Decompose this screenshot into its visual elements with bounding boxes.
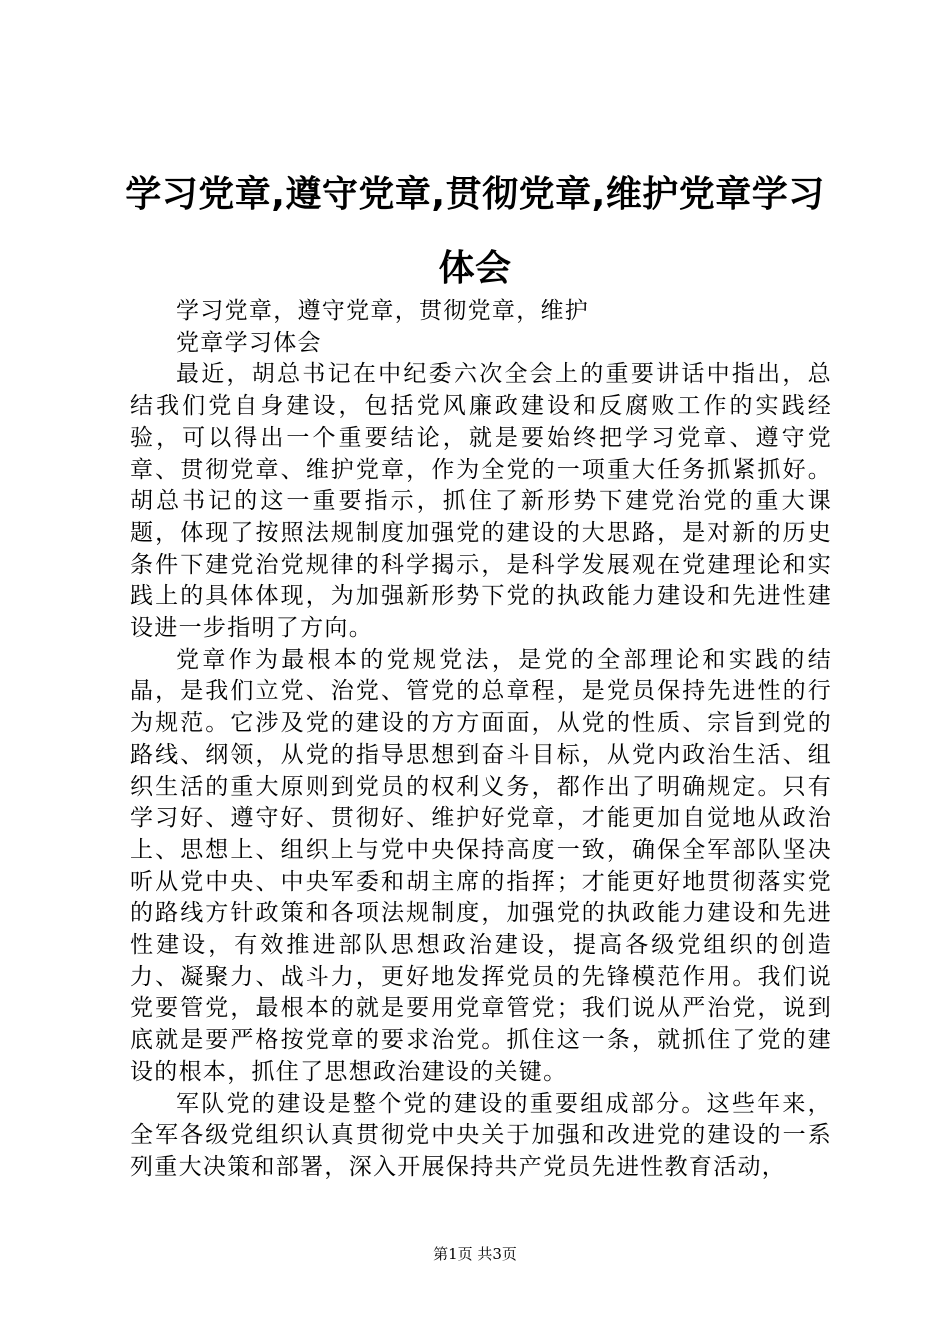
- body-paragraph-3: 军队党的建设是整个党的建设的重要组成部分。这些年来，全军各级党组织认真贯彻党中央关于加强和改进党的建设的一系列重大决策和部署，深入开展保持共产党员先进性教育活动，: [130, 1090, 832, 1180]
- subtitle-line-1: 学习党章，遵守党章，贯彻党章，维护: [176, 298, 590, 324]
- document-title: 学习党章,遵守党章,贯彻党章,维护党章学习体会: [125, 174, 825, 289]
- page-footer: 第1页 共3页: [433, 1245, 517, 1263]
- document-body: [130, 296, 832, 1184]
- body-paragraph-1: 最近，胡总书记在中纪委六次全会上的重要讲话中指出，总结我们党自身建设，包括党风廉政建设和反腐败工作的实践经验，可以得出一个重要结论，就是要始终把学习党章、遵守党章、贯彻党章、维护党章，作为全党的一项重大任务抓紧抓好。胡总书记的这一重要指示，抓住了新形势下建党治党的重大课题，体现了按照法规制度加强党的建设的大思路，是对新的历史条件下建党治党规律的科学揭示，是科学发展观在党建理论和实践上的具体体现，为加强新形势下党的执政能力建设和先进性建设进一步指明了方向。: [130, 361, 832, 642]
- body-paragraph-2: 党章作为最根本的党规党法，是党的全部理论和实践的结晶，是我们立党、治党、管党的总章程，是党员保持先进性的行为规范。它涉及党的建设的方方面面，从党的性质、宗旨到党的路线、纲领，从党的指导思想到奋斗目标，从党内政治生活、组织生活的重大原则到党员的权利义务，都作出了明确规定。只有学习好、遵守好、贯彻好、维护好党章，才能更加自觉地从政治上、思想上、组织上与党中央保持高度一致，确保全军部队坚决听从党中央、中央军委和胡主席的指挥；才能更好地贯彻落实党的路线方针政策和各项法规制度，加强党的执政能力建设和先进性建设，有效推进部队思想政治建设，提高各级党组织的创造力、凝聚力、战斗力，更好地发挥党员的先锋模范作用。我们说党要管党，最根本的就是要用党章管党；我们说从严治党，说到底就是要严格按党章的要求治党。抓住这一条，就抓住了党的建设的根本，抓住了思想政治建设的关键。: [130, 646, 832, 1085]
- subtitle-line-2: 党章学习体会: [176, 329, 322, 356]
